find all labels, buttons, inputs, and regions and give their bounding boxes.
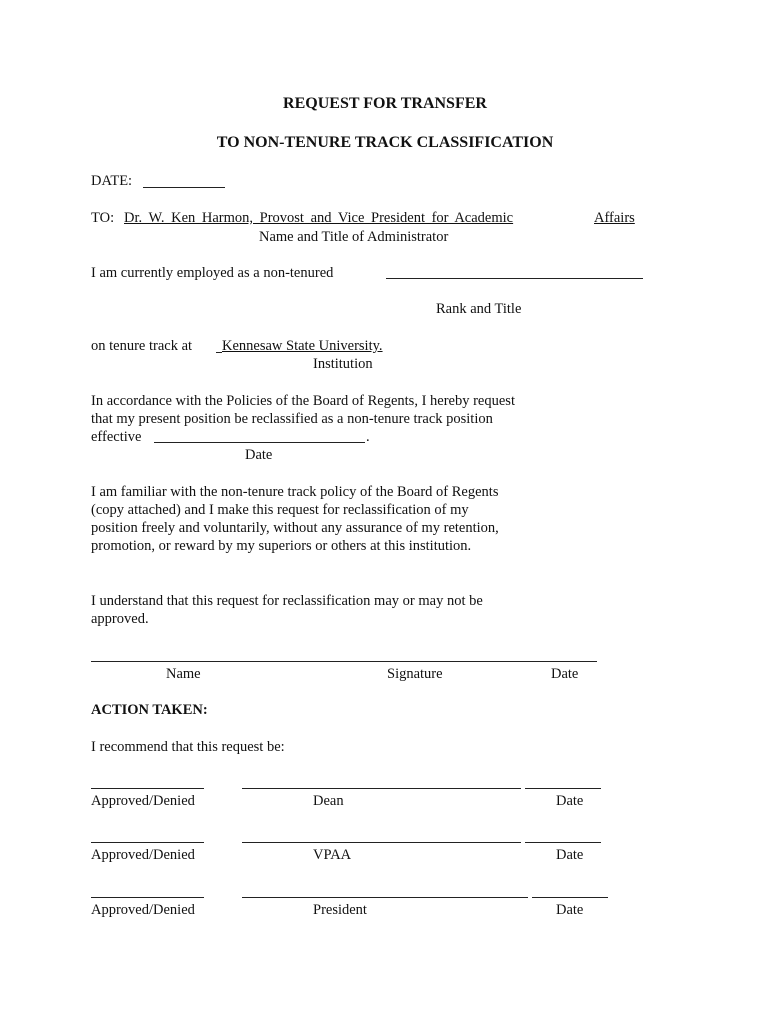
rank-title-field-line[interactable] bbox=[386, 278, 643, 279]
request-paragraph-line1: In accordance with the Policies of the Board of Regents, I hereby request bbox=[91, 393, 515, 409]
form-subtitle: TO NON-TENURE TRACK CLASSIFICATION bbox=[216, 134, 554, 151]
date-field-line[interactable] bbox=[143, 187, 225, 188]
policy-paragraph-line1: I am familiar with the non-tenure track policy of the Board of Regents bbox=[91, 484, 499, 500]
president-decision-caption: Approved/Denied bbox=[91, 902, 195, 918]
dean-signature-line[interactable] bbox=[242, 788, 521, 789]
policy-paragraph-line3: position freely and voluntarily, without any assurance of my retention, bbox=[91, 520, 499, 536]
policy-paragraph-line2: (copy attached) and I make this request for reclassification of my bbox=[91, 502, 469, 518]
president-date-line[interactable] bbox=[532, 897, 608, 898]
form-title: REQUEST FOR TRANSFER bbox=[283, 95, 487, 112]
institution-value: Kennesaw State University. bbox=[222, 338, 383, 354]
dean-decision-caption: Approved/Denied bbox=[91, 793, 195, 809]
action-taken-heading: ACTION TAKEN: bbox=[91, 702, 208, 718]
date-label: DATE: bbox=[91, 173, 133, 189]
dean-role-caption: Dean bbox=[313, 793, 344, 809]
vpaa-decision-line[interactable] bbox=[91, 842, 204, 843]
vpaa-role-caption: VPAA bbox=[313, 847, 352, 863]
employed-text: I am currently employed as a non-tenured bbox=[91, 265, 334, 281]
understand-paragraph-line1: I understand that this request for reclassification may or may not be bbox=[91, 593, 483, 609]
administrator-name-value-cont: Affairs bbox=[594, 210, 635, 226]
effective-suffix: . bbox=[366, 429, 370, 445]
effective-date-field-line[interactable] bbox=[154, 442, 365, 443]
to-label: TO: bbox=[91, 210, 115, 226]
rank-caption: Rank and Title bbox=[436, 301, 522, 317]
vpaa-signature-line[interactable] bbox=[242, 842, 521, 843]
president-signature-line[interactable] bbox=[242, 897, 528, 898]
institution-caption: Institution bbox=[313, 356, 373, 372]
recommend-text: I recommend that this request be: bbox=[91, 739, 285, 755]
vpaa-date-caption: Date bbox=[556, 847, 584, 863]
dean-date-caption: Date bbox=[556, 793, 584, 809]
understand-paragraph-line2: approved. bbox=[91, 611, 149, 627]
vpaa-decision-caption: Approved/Denied bbox=[91, 847, 195, 863]
policy-paragraph-line4: promotion, or reward by my superiors or others at this institution. bbox=[91, 538, 472, 554]
effective-label: effective bbox=[91, 429, 142, 445]
tenure-track-prefix: on tenure track at bbox=[91, 338, 193, 354]
administrator-caption: Name and Title of Administrator bbox=[259, 229, 449, 245]
president-date-caption: Date bbox=[556, 902, 584, 918]
applicant-signature-line[interactable] bbox=[91, 661, 597, 662]
signature-date-caption: Date bbox=[551, 666, 579, 682]
signature-caption: Signature bbox=[387, 666, 443, 682]
dean-date-line[interactable] bbox=[525, 788, 601, 789]
president-decision-line[interactable] bbox=[91, 897, 204, 898]
request-paragraph-line2: that my present position be reclassified as a non-tenure track position bbox=[91, 411, 493, 427]
vpaa-date-line[interactable] bbox=[525, 842, 601, 843]
dean-decision-line[interactable] bbox=[91, 788, 204, 789]
effective-date-caption: Date bbox=[245, 447, 273, 463]
president-role-caption: President bbox=[313, 902, 367, 918]
signature-name-caption: Name bbox=[166, 666, 201, 682]
administrator-name-value: Dr. W. Ken Harmon, Provost and Vice President for Academic bbox=[124, 210, 514, 226]
